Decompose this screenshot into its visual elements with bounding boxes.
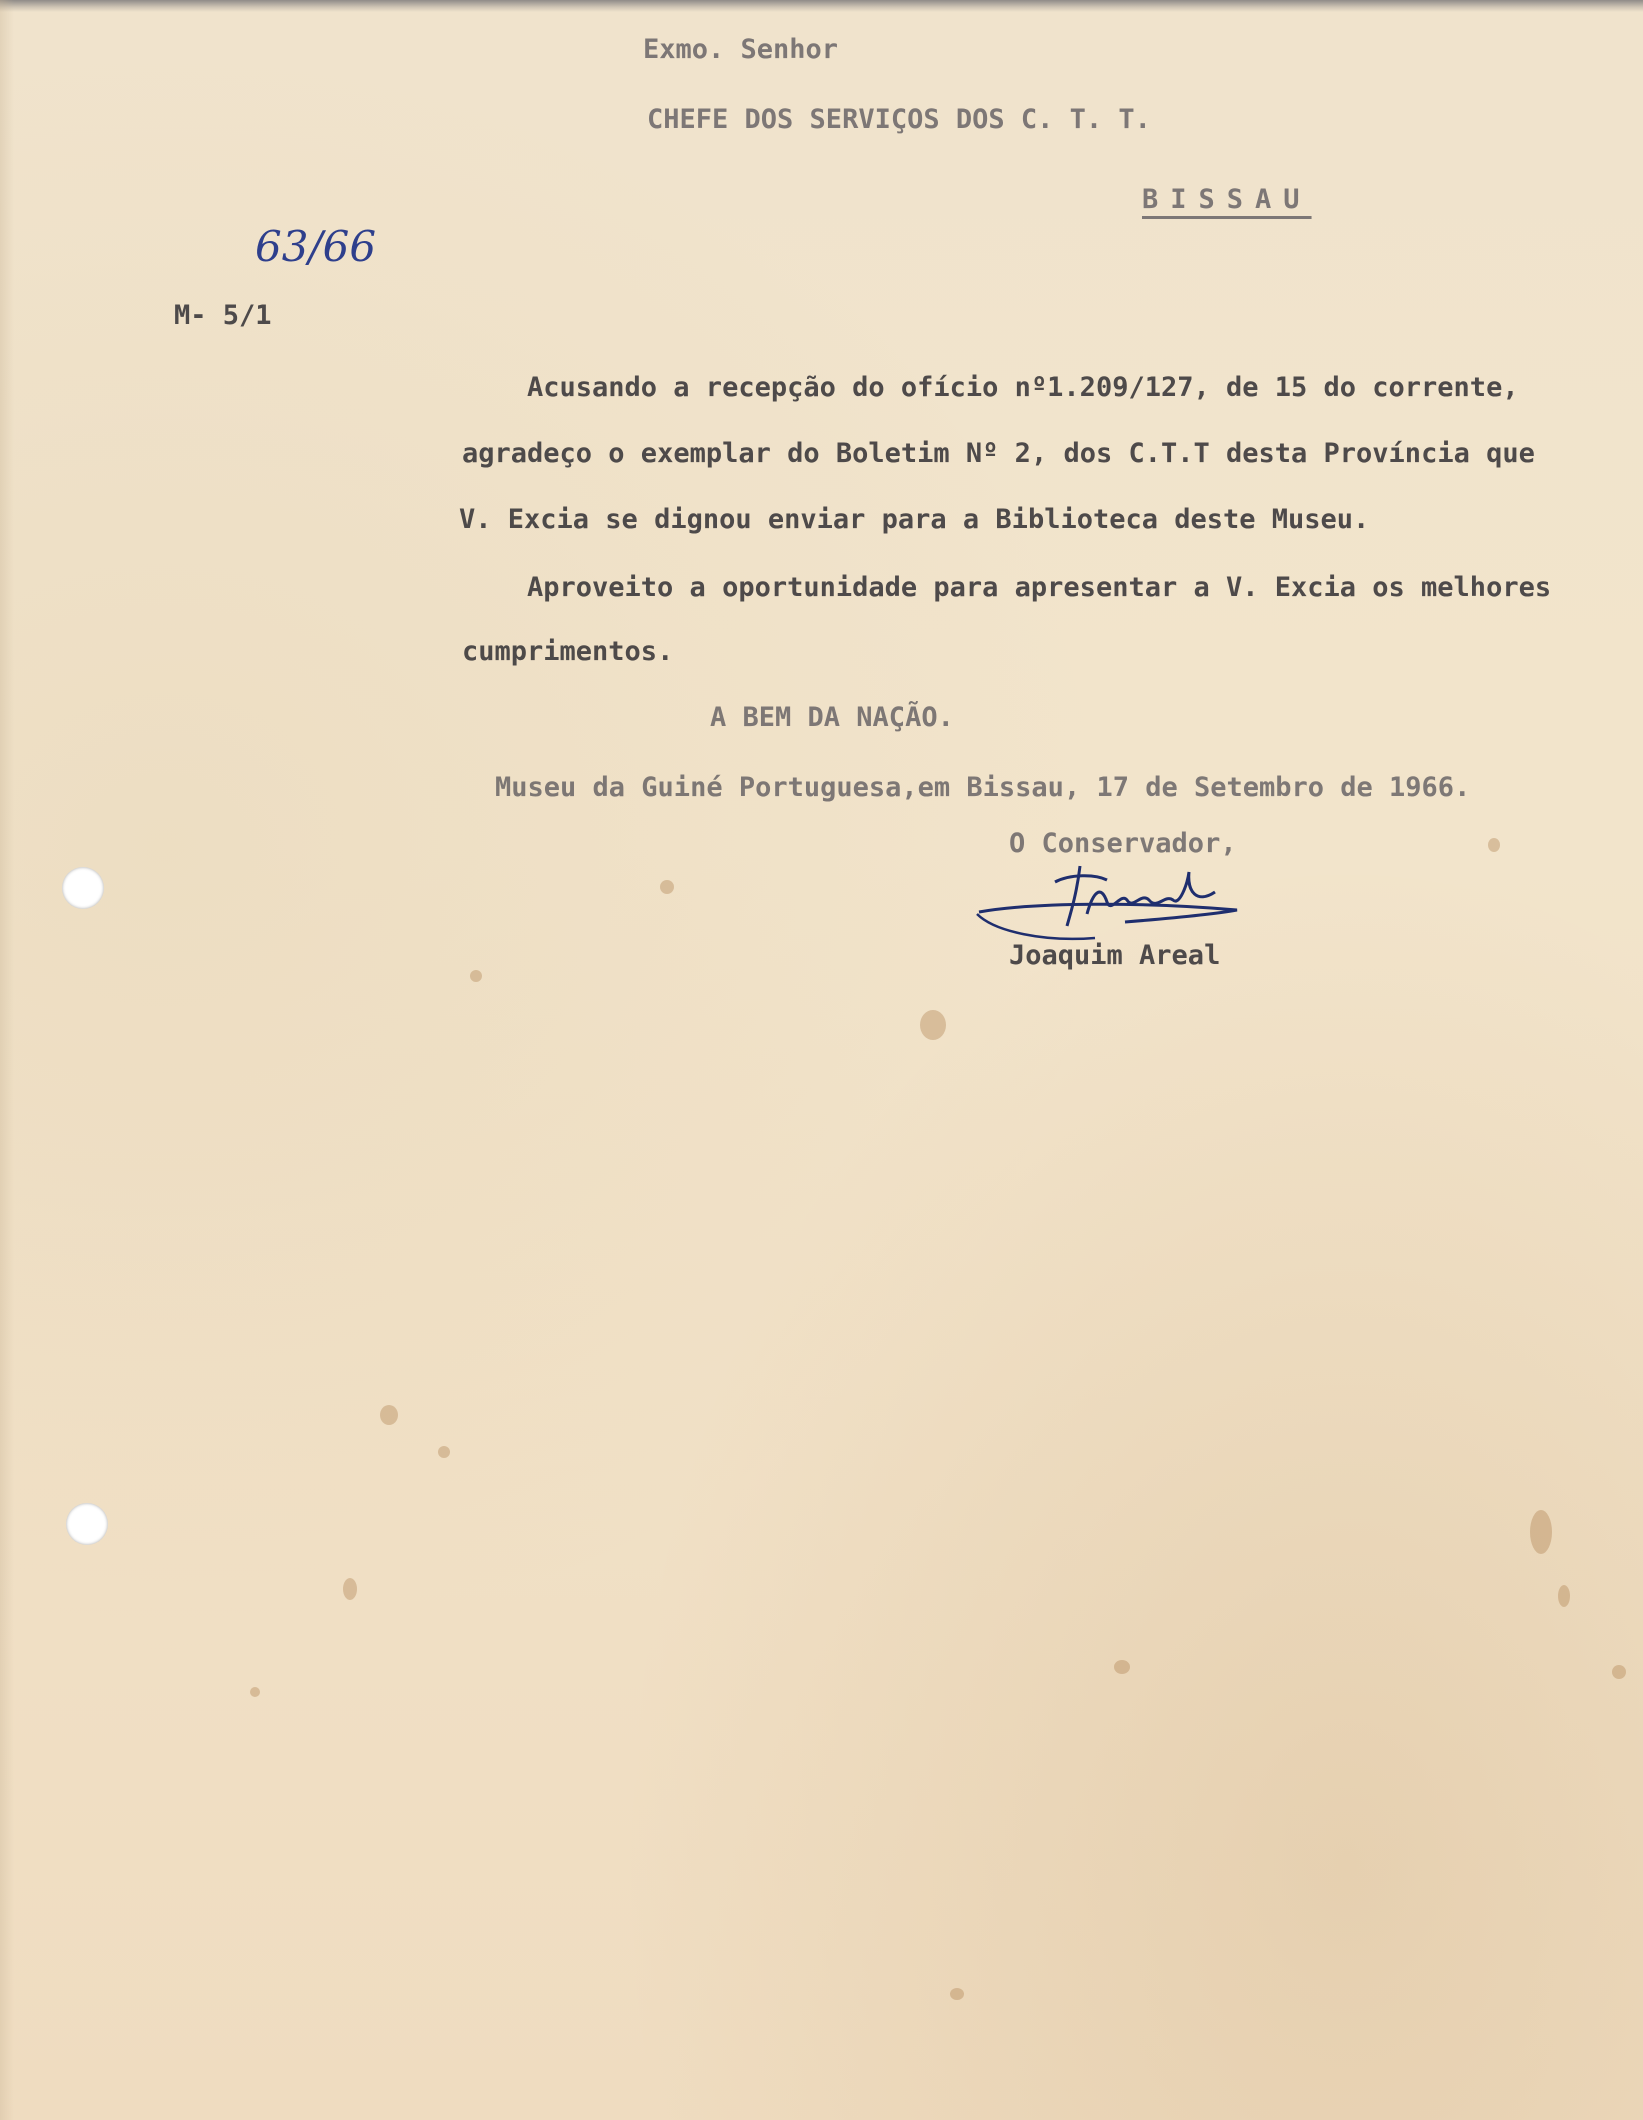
foxing-stain	[920, 1010, 946, 1040]
recipient-city: BISSAU	[1142, 184, 1312, 215]
place-and-date: Museu da Guiné Portuguesa,em Bissau, 17 de Setembro de 1966.	[495, 772, 1471, 803]
foxing-stain	[1114, 1660, 1130, 1674]
body-line: cumprimentos.	[462, 636, 674, 667]
recipient-title: CHEFE DOS SERVIÇOS DOS C. T. T.	[647, 104, 1151, 135]
foxing-stain	[380, 1405, 398, 1425]
foxing-stain	[343, 1578, 357, 1600]
foxing-stain	[470, 970, 482, 982]
page-left-edge	[0, 0, 14, 2120]
punch-hole	[66, 1503, 108, 1545]
handwritten-reference-number: 63/66	[255, 222, 377, 271]
handwritten-signature	[975, 852, 1255, 952]
foxing-stain	[1530, 1510, 1552, 1554]
page-top-edge	[0, 0, 1643, 12]
signatory-title: O Conservador,	[1009, 828, 1237, 859]
foxing-stain	[250, 1687, 260, 1697]
foxing-stain	[660, 880, 674, 894]
signatory-name: Joaquim Areal	[1009, 940, 1221, 971]
body-line: V. Excia se dignou enviar para a Biblioteca deste Museu.	[459, 504, 1370, 535]
foxing-stain	[1488, 838, 1500, 852]
body-line: Aproveito a oportunidade para apresentar a V. Excia os melhores	[527, 572, 1552, 603]
foxing-stain	[438, 1446, 450, 1458]
closing-formula: A BEM DA NAÇÃO.	[710, 702, 954, 733]
salutation: Exmo. Senhor	[643, 34, 839, 65]
foxing-stain	[950, 1988, 964, 2000]
file-reference: M- 5/1	[174, 300, 272, 331]
foxing-stain	[1612, 1665, 1626, 1679]
body-line: Acusando a recepção do ofício nº1.209/127, de 15 do corrente,	[527, 372, 1519, 403]
punch-hole	[62, 867, 104, 909]
body-line: agradeço o exemplar do Boletim Nº 2, dos C.T.T desta Província que	[462, 438, 1535, 469]
foxing-stain	[1558, 1585, 1570, 1607]
